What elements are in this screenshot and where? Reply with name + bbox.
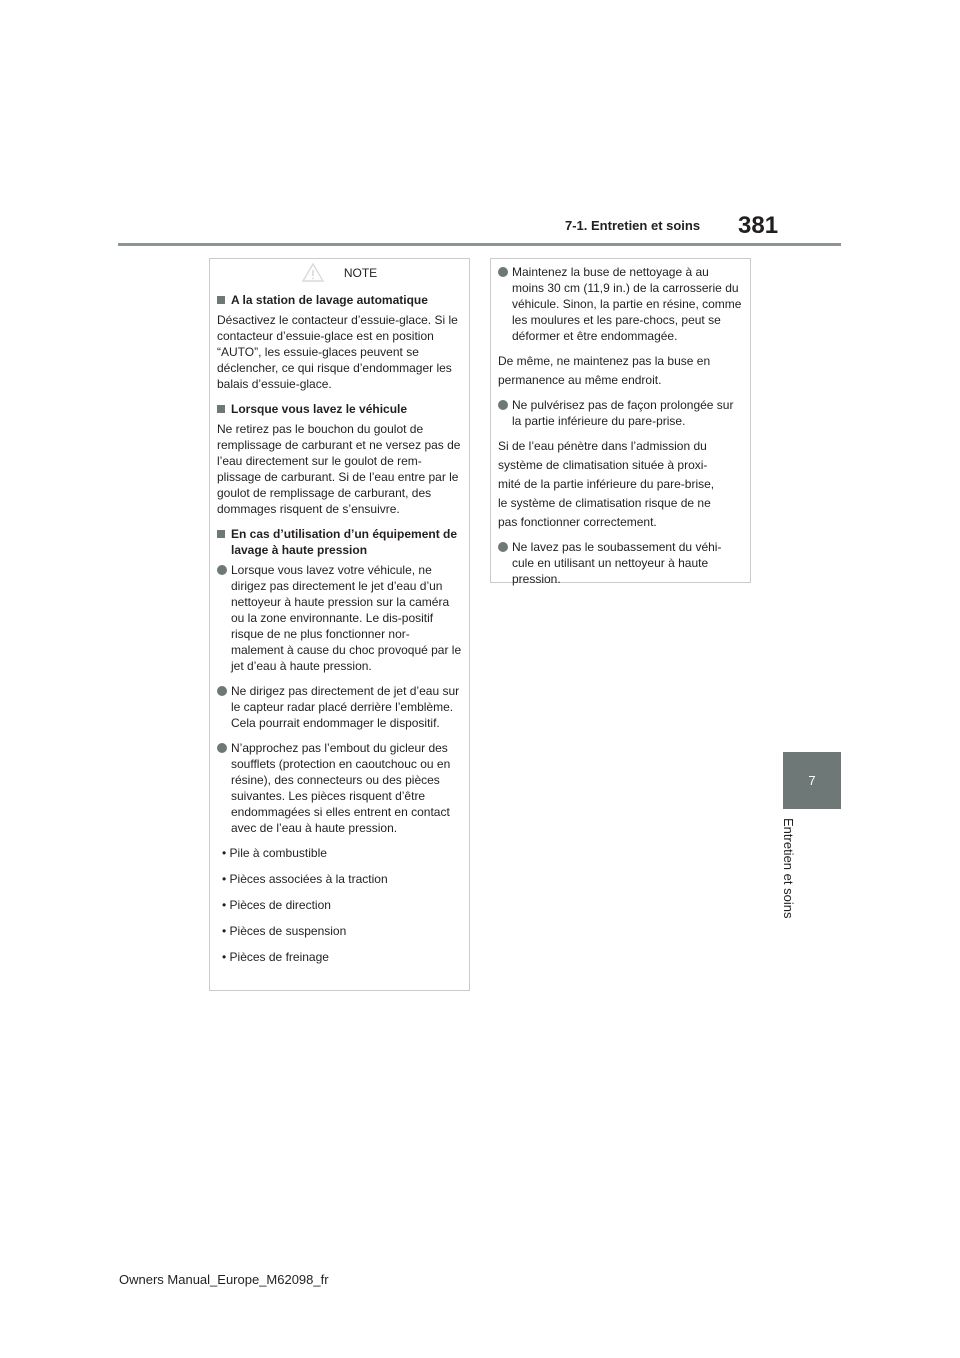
circle-bullet-icon — [217, 743, 227, 753]
bullet-text: Ne dirigez pas directement de jet d’eau sur le capteur radar placé derrière l’emblème. Cela pourrait endommager le dispositif. — [231, 684, 460, 730]
section-heading-text: A la station de lavage automatique — [231, 293, 428, 307]
paragraph-line: mité de la partie inférieure du pare-brise, — [498, 477, 715, 491]
paragraph-line: Si de l’eau pénètre dans l’admission du — [498, 439, 707, 453]
section-title: 7-1. Entretien et soins — [565, 218, 701, 233]
list-item: • Pièces de freinage — [222, 950, 329, 964]
paragraph-line: système de climatisation située à proxi- — [498, 458, 708, 472]
section-text: Désactivez le contacteur d’essuie-glace. Si le contacteur d’essuie-glace est en position “AUTO”, les essuie-glaces peuvent se déclencher, ce qui risque d’endommager les balais d’essuie-glace. — [217, 313, 458, 391]
square-bullet-icon — [217, 405, 225, 413]
section-heading — [217, 292, 462, 308]
bullet-item — [217, 740, 462, 836]
bullet-item — [217, 562, 462, 674]
list-item: • Pièces associées à la traction — [222, 872, 388, 886]
circle-bullet-icon — [498, 400, 508, 410]
circle-bullet-icon — [217, 565, 227, 575]
header-rule — [118, 243, 841, 246]
paragraph-line: De même, ne maintenez pas la buse en — [498, 354, 711, 368]
list-item: • Pièces de direction — [222, 898, 331, 912]
caution-triangle-icon — [302, 263, 324, 282]
bullet-item — [498, 264, 743, 344]
bullet-text: Ne lavez pas le soubassement du véhi-cule en utilisant un nettoyeur à haute pression. — [512, 540, 722, 586]
bullet-item — [498, 397, 743, 429]
list-item: • Pile à combustible — [222, 846, 327, 860]
paragraph-line: permanence au même endroit. — [498, 373, 662, 387]
bullet-item — [217, 683, 462, 731]
bullet-item — [498, 539, 743, 587]
note-header — [217, 259, 462, 286]
chapter-label — [781, 818, 805, 928]
section-heading — [217, 526, 462, 558]
footer-text: Owners Manual_Europe_M62098_fr — [119, 1272, 329, 1287]
paragraph-line: le système de climatisation risque de ne — [498, 496, 711, 510]
chapter-label-text: Entretien et soins — [781, 818, 796, 919]
note-box — [209, 258, 470, 991]
section-text: Ne retirez pas le bouchon du goulot de remplissage de carburant et ne versez pas de l’eau directement sur le goulot de rem-plissage de carburant. Si de l’eau entre par le goulot de remplissage de carburant, des dommages risquent de s’ensuivre. — [217, 422, 461, 516]
circle-bullet-icon — [217, 686, 227, 696]
bullet-text: Lorsque vous lavez votre véhicule, ne dirigez pas directement le jet d’eau d’un nettoyeur à haute pression sur la caméra ou la zone environnante. Le dis-positif risque de ne plus fonctionner nor-malement à cause du choc provoqué par le jet d’eau à haute pression. — [231, 563, 462, 673]
circle-bullet-icon — [498, 267, 508, 277]
square-bullet-icon — [217, 530, 225, 538]
page-number: 381 — [738, 212, 779, 239]
section-heading — [217, 401, 462, 417]
section-heading-text: Lorsque vous lavez le véhicule — [231, 402, 408, 416]
circle-bullet-icon — [498, 542, 508, 552]
square-bullet-icon — [217, 296, 225, 304]
bullet-text: N’approchez pas l’embout du gicleur des soufflets (protection en caoutchouc ou en résine), des connecteurs ou des pièces suivantes. Les pièces risquent d’être endommagées si elles entrent en contact avec de l’eau à haute pression. — [231, 741, 451, 835]
bullet-text: Maintenez la buse de nettoyage à au moins 30 cm (11,9 in.) de la carrosserie du véhicule. Sinon, la partie en résine, comme les moulures et les pare-chocs, peut se déformer et être endommagée. — [512, 265, 742, 343]
paragraph-line: pas fonctionner correctement. — [498, 515, 657, 529]
bullet-text: Ne pulvérisez pas de façon prolongée sur la partie inférieure du pare-prise. — [512, 398, 734, 428]
note-continued-box — [490, 258, 751, 586]
chapter-number: 7 — [808, 773, 816, 788]
section-heading-text: En cas d’utilisation d’un équipement de lavage à haute pression — [231, 527, 458, 557]
chapter-tab — [783, 752, 841, 809]
list-item: • Pièces de suspension — [222, 924, 347, 938]
note-title: NOTE — [343, 265, 378, 280]
